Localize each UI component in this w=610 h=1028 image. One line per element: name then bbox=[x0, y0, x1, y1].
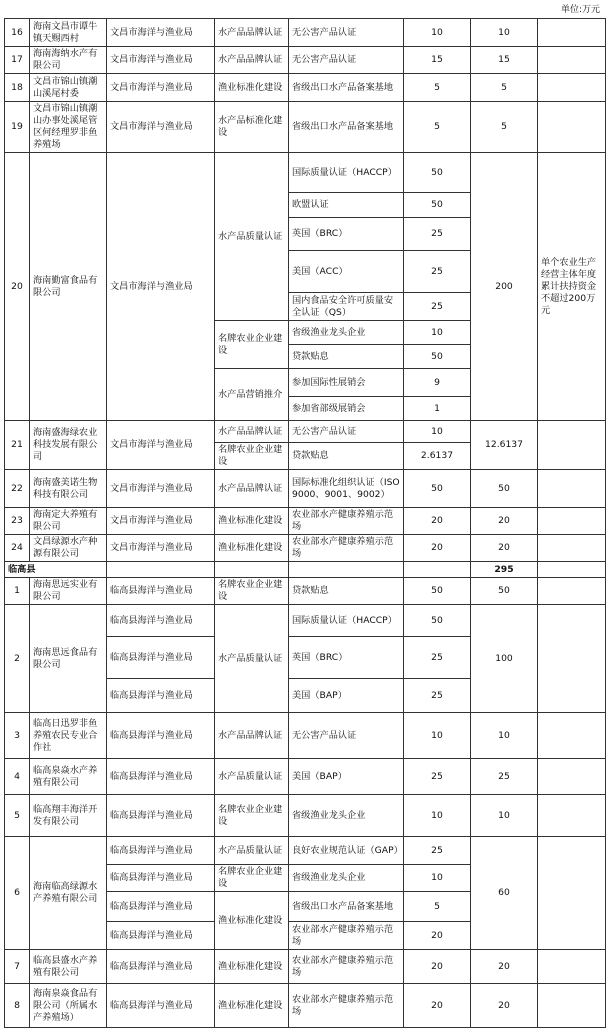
project-cell: 水产品营销推介 bbox=[215, 369, 289, 421]
total-cell: 5 bbox=[471, 102, 538, 153]
project-cell: 名牌农业企业建设 bbox=[215, 865, 289, 892]
project-cell: 水产品品牌认证 bbox=[215, 19, 289, 47]
dept-cell: 文昌市海洋与渔业局 bbox=[107, 19, 215, 47]
total-cell: 100 bbox=[471, 605, 538, 713]
dept-cell: 临高县海洋与渔业局 bbox=[107, 865, 215, 892]
amount-cell: 10 bbox=[404, 865, 471, 892]
row-number: 17 bbox=[5, 47, 30, 74]
company-cell: 海南思远食品有限公司 bbox=[30, 605, 107, 713]
amount-cell: 10 bbox=[404, 321, 471, 345]
section-row bbox=[5, 562, 606, 578]
amount-cell: 25 bbox=[404, 679, 471, 713]
total-cell: 50 bbox=[471, 578, 538, 605]
note-cell bbox=[538, 713, 606, 759]
unit-label: 单位:万元 bbox=[560, 5, 600, 15]
project-cell: 渔业标准化建设 bbox=[215, 535, 289, 562]
dept-cell: 临高县海洋与渔业局 bbox=[107, 759, 215, 795]
row-number: 7 bbox=[5, 950, 30, 984]
amount-cell: 50 bbox=[404, 578, 471, 605]
item-cell: 农业部水产健康养殖示范场 bbox=[289, 535, 404, 562]
amount-cell: 50 bbox=[404, 470, 471, 508]
table-row bbox=[5, 47, 606, 74]
company-cell: 海南盛海绿农业科技发展有限公司 bbox=[30, 421, 107, 470]
amount-cell: 20 bbox=[404, 984, 471, 1028]
item-cell: 无公害产品认证 bbox=[289, 47, 404, 74]
row-number: 8 bbox=[5, 984, 30, 1028]
section-total: 295 bbox=[471, 562, 538, 578]
amount-cell: 25 bbox=[404, 218, 471, 251]
dept-cell: 临高县海洋与渔业局 bbox=[107, 637, 215, 679]
project-cell: 名牌农业企业建设 bbox=[215, 321, 289, 369]
item-cell: 良好农业规范认证（GAP） bbox=[289, 837, 404, 865]
dept-cell: 临高县海洋与渔业局 bbox=[107, 713, 215, 759]
amount-cell: 10 bbox=[404, 19, 471, 47]
project-cell: 渔业标准化建设 bbox=[215, 950, 289, 984]
dept-cell: 临高县海洋与渔业局 bbox=[107, 984, 215, 1028]
project-cell: 渔业标准化建设 bbox=[215, 984, 289, 1028]
amount-cell: 2.6137 bbox=[404, 443, 471, 470]
amount-cell: 20 bbox=[404, 950, 471, 984]
item-cell: 国际质量认证（HACCP） bbox=[289, 153, 404, 193]
project-cell: 名牌农业企业建设 bbox=[215, 443, 289, 470]
table-row bbox=[5, 759, 606, 795]
item-cell: 农业部水产健康养殖示范场 bbox=[289, 922, 404, 950]
note-cell bbox=[538, 950, 606, 984]
project-cell: 水产品品牌认证 bbox=[215, 713, 289, 759]
dept-cell: 临高县海洋与渔业局 bbox=[107, 922, 215, 950]
note-cell bbox=[538, 74, 606, 102]
amount-cell: 10 bbox=[404, 713, 471, 759]
amount-cell: 10 bbox=[404, 421, 471, 443]
company-cell: 临高泉焱水产养殖有限公司 bbox=[30, 759, 107, 795]
note-cell: 单个农业生产经营主体年度累计扶持资金不超过200万元 bbox=[538, 153, 606, 421]
note-cell bbox=[538, 578, 606, 605]
company-cell: 海南勤富食品有限公司 bbox=[30, 153, 107, 421]
dept-cell: 临高县海洋与渔业局 bbox=[107, 892, 215, 922]
dept-cell: 文昌市海洋与渔业局 bbox=[107, 421, 215, 470]
company-cell: 文昌市锦山镇潮山办事处溪尾管区何经理罗非鱼养殖场 bbox=[30, 102, 107, 153]
note-cell bbox=[538, 19, 606, 47]
item-cell: 国际标准化组织认证（ISO 9000、9001、9002） bbox=[289, 470, 404, 508]
dept-cell: 文昌市海洋与渔业局 bbox=[107, 470, 215, 508]
item-cell: 美国（BAP） bbox=[289, 759, 404, 795]
item-cell: 省级出口水产品备案基地 bbox=[289, 74, 404, 102]
company-cell: 海南思远实业有限公司 bbox=[30, 578, 107, 605]
note-cell bbox=[538, 605, 606, 713]
company-cell: 临高日迅罗非鱼养殖农民专业合作社 bbox=[30, 713, 107, 759]
project-cell: 水产品质量认证 bbox=[215, 837, 289, 865]
total-cell: 15 bbox=[471, 47, 538, 74]
row-number: 20 bbox=[5, 153, 30, 421]
item-cell: 省级渔业龙头企业 bbox=[289, 865, 404, 892]
company-cell: 海南文昌市谭牛镇天赐西村 bbox=[30, 19, 107, 47]
note-cell bbox=[538, 837, 606, 950]
table-row bbox=[5, 470, 606, 508]
amount-cell: 1 bbox=[404, 397, 471, 421]
item-cell: 贷款贴息 bbox=[289, 443, 404, 470]
dept-cell: 文昌市海洋与渔业局 bbox=[107, 74, 215, 102]
table-row bbox=[5, 508, 606, 535]
total-cell: 25 bbox=[471, 759, 538, 795]
amount-cell: 20 bbox=[404, 508, 471, 535]
total-cell: 20 bbox=[471, 508, 538, 535]
amount-cell: 25 bbox=[404, 759, 471, 795]
row-number: 23 bbox=[5, 508, 30, 535]
company-cell: 文昌绿源水产种源有限公司 bbox=[30, 535, 107, 562]
table-row bbox=[5, 421, 606, 443]
note-cell bbox=[538, 102, 606, 153]
item-cell: 无公害产品认证 bbox=[289, 19, 404, 47]
amount-cell: 25 bbox=[404, 637, 471, 679]
total-cell: 50 bbox=[471, 470, 538, 508]
company-cell: 海南盛美诺生物科技有限公司 bbox=[30, 470, 107, 508]
note-cell bbox=[538, 47, 606, 74]
row-number: 1 bbox=[5, 578, 30, 605]
project-cell: 水产品质量认证 bbox=[215, 605, 289, 713]
project-cell: 水产品标准化建设 bbox=[215, 102, 289, 153]
project-cell: 水产品品牌认证 bbox=[215, 470, 289, 508]
dept-cell: 文昌市海洋与渔业局 bbox=[107, 153, 215, 421]
project-cell: 水产品品牌认证 bbox=[215, 421, 289, 443]
project-cell: 水产品质量认证 bbox=[215, 153, 289, 321]
amount-cell: 9 bbox=[404, 369, 471, 397]
table-row bbox=[5, 713, 606, 759]
item-cell: 参加国际性展销会 bbox=[289, 369, 404, 397]
row-number: 24 bbox=[5, 535, 30, 562]
item-cell: 农业部水产健康养殖示范场 bbox=[289, 508, 404, 535]
item-cell: 贷款贴息 bbox=[289, 345, 404, 369]
total-cell: 20 bbox=[471, 950, 538, 984]
note-cell bbox=[538, 984, 606, 1028]
company-cell: 临高县盛水产养殖有限公司 bbox=[30, 950, 107, 984]
total-cell: 10 bbox=[471, 713, 538, 759]
item-cell: 欧盟认证 bbox=[289, 193, 404, 218]
row-number: 18 bbox=[5, 74, 30, 102]
item-cell: 省级出口水产品备案基地 bbox=[289, 102, 404, 153]
table-row bbox=[5, 578, 606, 605]
note-cell bbox=[538, 535, 606, 562]
row-number: 3 bbox=[5, 713, 30, 759]
item-cell: 国内食品安全许可质量安全认证（QS） bbox=[289, 293, 404, 321]
amount-cell: 50 bbox=[404, 153, 471, 193]
row-number: 22 bbox=[5, 470, 30, 508]
dept-cell: 临高县海洋与渔业局 bbox=[107, 837, 215, 865]
table-row bbox=[5, 984, 606, 1028]
total-cell: 20 bbox=[471, 535, 538, 562]
item-cell: 英国（BRC） bbox=[289, 637, 404, 679]
amount-cell: 10 bbox=[404, 795, 471, 837]
amount-cell: 50 bbox=[404, 345, 471, 369]
company-cell: 海南泉焱食品有限公司（所属水产养殖场） bbox=[30, 984, 107, 1028]
dept-cell: 文昌市海洋与渔业局 bbox=[107, 102, 215, 153]
note-cell bbox=[538, 508, 606, 535]
amount-cell: 50 bbox=[404, 605, 471, 637]
table-row bbox=[5, 837, 606, 865]
row-number: 21 bbox=[5, 421, 30, 470]
table-row bbox=[5, 950, 606, 984]
item-cell: 省级渔业龙头企业 bbox=[289, 795, 404, 837]
amount-cell: 20 bbox=[404, 922, 471, 950]
table-row bbox=[5, 19, 606, 47]
project-cell: 水产品品牌认证 bbox=[215, 47, 289, 74]
amount-cell: 25 bbox=[404, 837, 471, 865]
amount-cell: 20 bbox=[404, 535, 471, 562]
item-cell: 无公害产品认证 bbox=[289, 713, 404, 759]
row-number: 4 bbox=[5, 759, 30, 795]
row-number: 5 bbox=[5, 795, 30, 837]
total-cell: 10 bbox=[471, 19, 538, 47]
company-cell: 海南临高绿源水产养殖有限公司 bbox=[30, 837, 107, 950]
dept-cell: 临高县海洋与渔业局 bbox=[107, 605, 215, 637]
dept-cell: 文昌市海洋与渔业局 bbox=[107, 47, 215, 74]
amount-cell: 50 bbox=[404, 193, 471, 218]
section-name: 临高县 bbox=[5, 562, 107, 578]
subsidy-table bbox=[4, 18, 606, 1028]
amount-cell: 5 bbox=[404, 74, 471, 102]
project-cell: 名牌农业企业建设 bbox=[215, 795, 289, 837]
amount-cell: 25 bbox=[404, 293, 471, 321]
project-cell: 水产品质量认证 bbox=[215, 759, 289, 795]
item-cell: 美国（BAP） bbox=[289, 679, 404, 713]
dept-cell: 临高县海洋与渔业局 bbox=[107, 578, 215, 605]
dept-cell: 文昌市海洋与渔业局 bbox=[107, 508, 215, 535]
note-cell bbox=[538, 759, 606, 795]
note-cell bbox=[538, 421, 606, 470]
total-cell: 10 bbox=[471, 795, 538, 837]
dept-cell: 临高县海洋与渔业局 bbox=[107, 679, 215, 713]
total-cell: 20 bbox=[471, 984, 538, 1028]
company-cell: 海南海纳水产有限公司 bbox=[30, 47, 107, 74]
note-cell bbox=[538, 470, 606, 508]
total-cell: 5 bbox=[471, 74, 538, 102]
row-number: 16 bbox=[5, 19, 30, 47]
row-number: 6 bbox=[5, 837, 30, 950]
dept-cell: 临高县海洋与渔业局 bbox=[107, 795, 215, 837]
company-cell: 临高翔丰海洋开发有限公司 bbox=[30, 795, 107, 837]
item-cell: 农业部水产健康养殖示范场 bbox=[289, 984, 404, 1028]
item-cell: 省级渔业龙头企业 bbox=[289, 321, 404, 345]
project-cell: 渔业标准化建设 bbox=[215, 508, 289, 535]
note-cell bbox=[538, 795, 606, 837]
item-cell: 英国（BRC） bbox=[289, 218, 404, 251]
row-number: 2 bbox=[5, 605, 30, 713]
total-cell: 60 bbox=[471, 837, 538, 950]
table-row bbox=[5, 153, 606, 193]
table-row bbox=[5, 795, 606, 837]
project-cell: 渔业标准化建设 bbox=[215, 892, 289, 950]
item-cell: 贷款贴息 bbox=[289, 578, 404, 605]
item-cell: 国际质量认证（HACCP） bbox=[289, 605, 404, 637]
total-cell: 200 bbox=[471, 153, 538, 421]
total-cell: 12.6137 bbox=[471, 421, 538, 470]
company-cell: 海南定大养殖有限公司 bbox=[30, 508, 107, 535]
project-cell: 名牌农业企业建设 bbox=[215, 578, 289, 605]
table-row bbox=[5, 74, 606, 102]
project-cell: 渔业标准化建设 bbox=[215, 74, 289, 102]
dept-cell: 文昌市海洋与渔业局 bbox=[107, 535, 215, 562]
item-cell: 参加省部级展销会 bbox=[289, 397, 404, 421]
dept-cell: 临高县海洋与渔业局 bbox=[107, 950, 215, 984]
item-cell: 农业部水产健康养殖示范场 bbox=[289, 950, 404, 984]
table-row bbox=[5, 605, 606, 637]
item-cell: 美国（ACC） bbox=[289, 251, 404, 293]
amount-cell: 5 bbox=[404, 102, 471, 153]
amount-cell: 25 bbox=[404, 251, 471, 293]
item-cell: 省级出口水产品备案基地 bbox=[289, 892, 404, 922]
table-row bbox=[5, 535, 606, 562]
amount-cell: 15 bbox=[404, 47, 471, 74]
item-cell: 无公害产品认证 bbox=[289, 421, 404, 443]
table-row bbox=[5, 102, 606, 153]
company-cell: 文昌市锦山镇潮山溪尾村委 bbox=[30, 74, 107, 102]
amount-cell: 5 bbox=[404, 892, 471, 922]
row-number: 19 bbox=[5, 102, 30, 153]
